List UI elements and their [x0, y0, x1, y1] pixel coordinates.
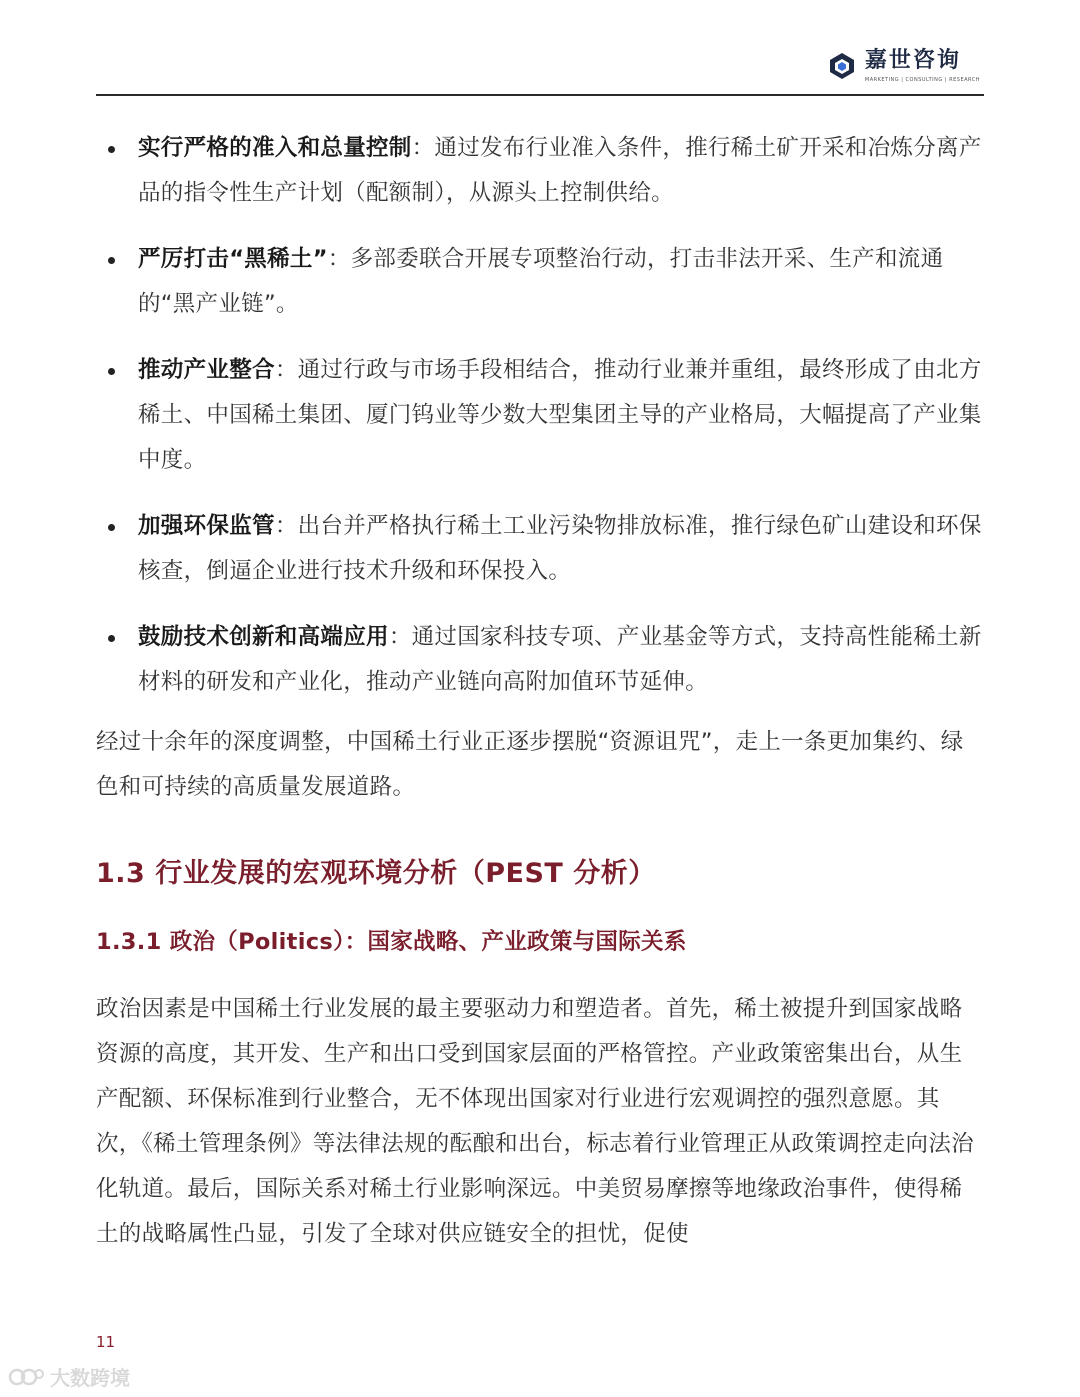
- document-content: [96, 126, 984, 1257]
- bullet-item: [96, 348, 984, 483]
- watermark-logo-icon: [8, 1365, 46, 1389]
- bullet-text: ：多部委联合开展专项整治行动，打击非法开采、生产和流通的“黑产业链”。: [138, 246, 944, 317]
- closing-paragraph: 经过十余年的深度调整，中国稀土行业正逐步摆脱“资源诅咒”，走上一条更加集约、绿色和可持续的高质量发展道路。: [96, 729, 964, 800]
- bullet-dot: [108, 146, 115, 153]
- bullet-dot: [108, 368, 115, 375]
- bullet-item: [96, 237, 984, 327]
- brand-tagline: MARKETING | CONSULTING | RESEARCH: [864, 77, 980, 83]
- watermark: [8, 1362, 130, 1391]
- watermark-text: 大数跨境: [50, 1366, 130, 1390]
- bullet-term: 推动产业整合: [138, 357, 275, 383]
- page-number: 11: [96, 1333, 116, 1351]
- bullet-item: [96, 615, 984, 705]
- bullet-text: ：通过国家科技专项、产业基金等方式，支持高性能稀土新材料的研发和产业化，推动产业链向高附加值环节延伸。: [138, 624, 982, 695]
- brand: [827, 48, 980, 84]
- bullet-term: 鼓励技术创新和高端应用: [138, 624, 389, 650]
- bullet-item: [96, 126, 984, 216]
- bullet-term: 严厉打击“黑稀土”: [138, 246, 328, 272]
- bullet-text: ：通过发布行业准入条件，推行稀土矿开采和冶炼分离产品的指令性生产计划（配额制），从源头上控制供给。: [138, 135, 982, 206]
- bullet-dot: [108, 635, 115, 642]
- bullet-item: [96, 504, 984, 594]
- brand-logo-icon: [827, 51, 857, 81]
- bullet-term: 实行严格的准入和总量控制: [138, 135, 412, 161]
- bullet-text: ：通过行政与市场手段相结合，推动行业兼并重组，最终形成了由北方稀土、中国稀土集团、厦门钨业等少数大型集团主导的产业格局，大幅提高了产业集中度。: [138, 357, 982, 473]
- body-paragraph: 政治因素是中国稀土行业发展的最主要驱动力和塑造者。首先，稀土被提升到国家战略资源的高度，其开发、生产和出口受到国家层面的严格管控。产业政策密集出台，从生产配额、环保标准到行业整合，无不体现出国家对行业进行宏观调控的强烈意愿。其次，《稀土管理条例》等法律法规的酝酿和出台，标志着行业管理正从政策调控走向法治化轨道。最后，国际关系对稀土行业影响深远。中美贸易摩擦等地缘政治事件，使得稀土的战略属性凸显，引发了全球对供应链安全的担忧，促使: [96, 996, 974, 1247]
- subsection-heading: 1.3.1 政治（Politics）：国家战略、产业政策与国际关系: [96, 929, 687, 955]
- section-heading: 1.3 行业发展的宏观环境分析（PEST 分析）: [96, 858, 656, 889]
- bullet-dot: [108, 524, 115, 531]
- bullet-term: 加强环保监管: [138, 513, 275, 539]
- bullet-dot: [108, 257, 115, 264]
- bullet-text: ：出台并严格执行稀土工业污染物排放标准，推行绿色矿山建设和环保核查，倒逼企业进行技术升级和环保投入。: [138, 513, 982, 584]
- brand-name: 嘉世咨询: [864, 48, 961, 73]
- header-divider: [96, 94, 984, 96]
- page-header: [96, 40, 984, 96]
